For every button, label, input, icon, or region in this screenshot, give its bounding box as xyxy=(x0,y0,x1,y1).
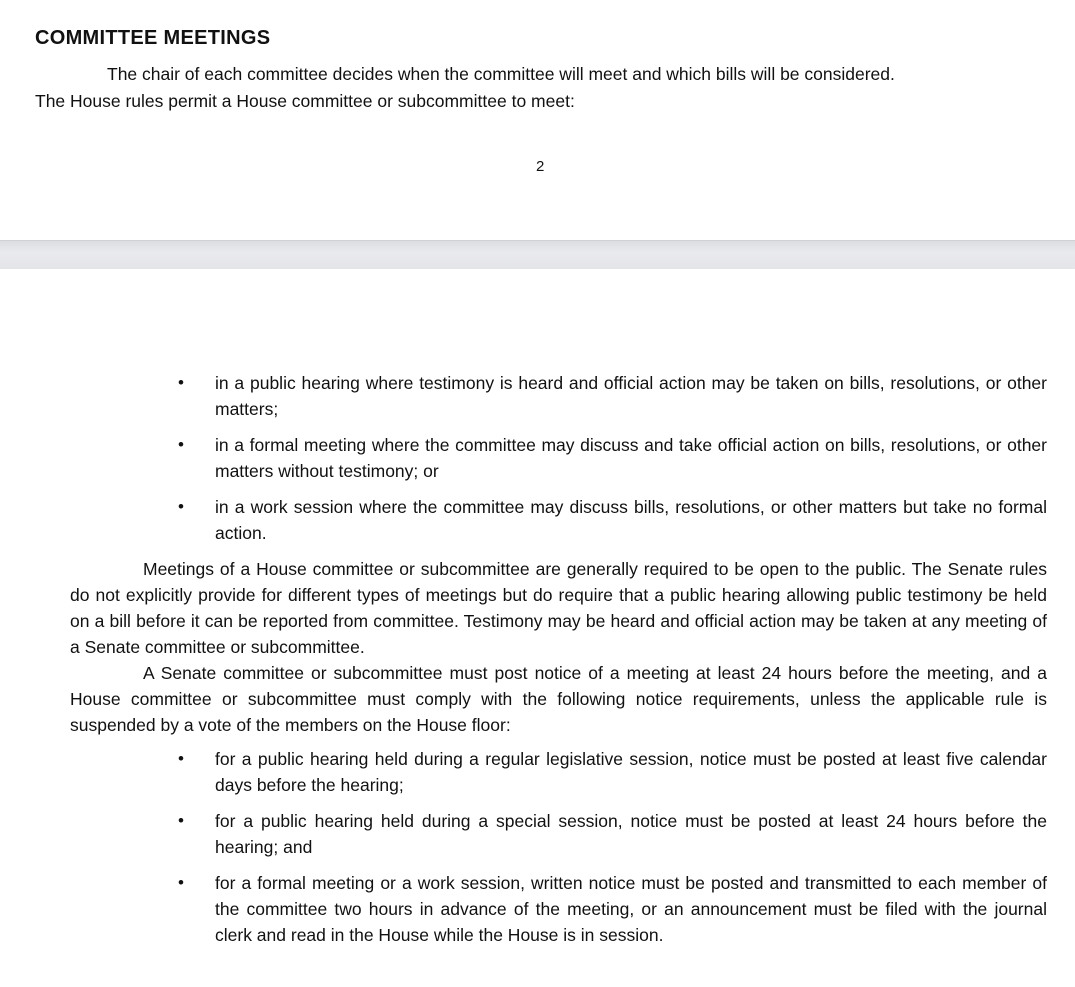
list-item-text: in a public hearing where testimony is heard and official action may be taken on bills, resolutions, or other matters; xyxy=(215,373,1047,419)
page-separator xyxy=(0,240,1075,270)
bullet-icon: • xyxy=(178,811,184,830)
section-heading: COMMITTEE MEETINGS xyxy=(35,27,271,49)
list-item-text: in a formal meeting where the committee may discuss and take official action on bills, resolutions, or other matters without testimony; or xyxy=(215,435,1047,481)
list-item-text: for a public hearing held during a special session, notice must be posted at least 24 hours before the hearing; and xyxy=(215,811,1047,857)
meeting-types-list xyxy=(70,370,1047,546)
list-item xyxy=(70,808,1047,860)
bullet-icon: • xyxy=(178,497,184,516)
intro-text-line-2: The House rules permit a House committee or subcommittee to meet: xyxy=(35,91,575,111)
list-item xyxy=(70,746,1047,798)
list-item-text: for a public hearing held during a regular legislative session, notice must be posted at least five calendar days before the hearing; xyxy=(215,749,1047,795)
bullet-icon: • xyxy=(178,873,184,892)
list-item-text: for a formal meeting or a work session, written notice must be posted and transmitted to each member of the committee two hours in advance of the meeting, or an announcement must be filed with the journal clerk and read in the House while the House is in session. xyxy=(215,873,1047,945)
page-1-bottom xyxy=(0,0,1075,240)
notice-requirements-list xyxy=(70,746,1047,948)
bullet-icon: • xyxy=(178,749,184,768)
intro-text-line-1: The chair of each committee decides when the committee will meet and which bills will be considered. xyxy=(107,64,895,84)
page-2-content xyxy=(70,370,1047,958)
list-item xyxy=(70,370,1047,422)
list-item xyxy=(70,494,1047,546)
list-item-text: in a work session where the committee may discuss bills, resolutions, or other matters but take no formal action. xyxy=(215,497,1047,543)
paragraph-notice: A Senate committee or subcommittee must post notice of a meeting at least 24 hours before the meeting, and a House committee or subcommittee must comply with the following notice requirements, unless the applicable rule is suspended by a vote of the members on the House floor: xyxy=(70,663,1047,735)
bullet-icon: • xyxy=(178,435,184,454)
bullet-icon: • xyxy=(178,373,184,392)
list-item xyxy=(70,870,1047,948)
page-number: 2 xyxy=(536,158,545,175)
paragraph-open-meetings: Meetings of a House committee or subcommittee are generally required to be open to the public. The Senate rules do not explicitly provide for different types of meetings but do require that a public hearing allowing public testimony be held on a bill before it can be reported from committee. Testimony may be heard and official action may be taken at any meeting of a Senate committee or subcommittee. xyxy=(70,559,1047,657)
list-item xyxy=(70,432,1047,484)
